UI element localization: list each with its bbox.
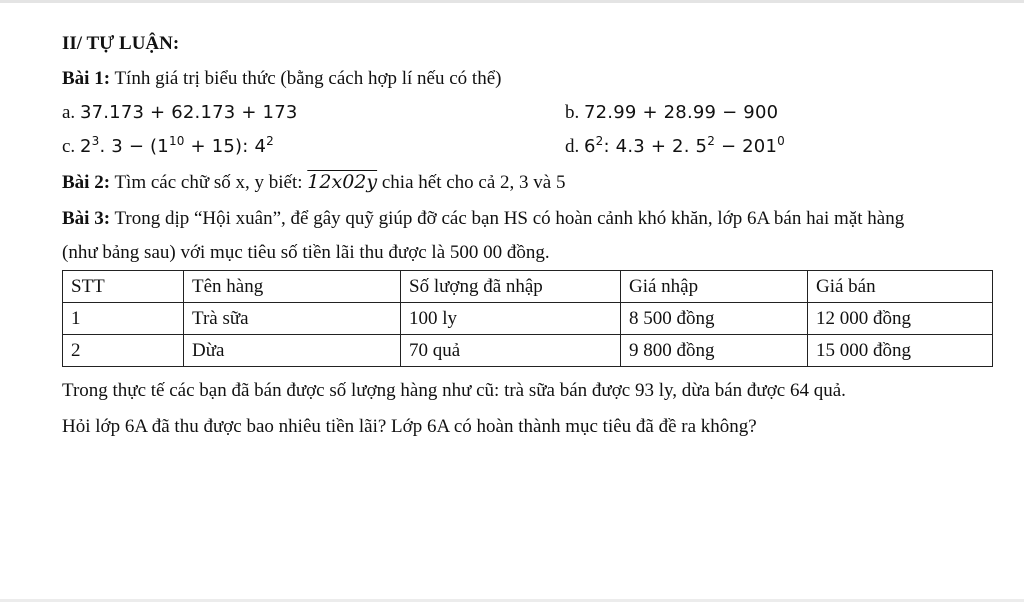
table-cell: Dừa bbox=[184, 335, 401, 367]
table-cell: 12 000 đồng bbox=[808, 303, 993, 335]
item-b-expression: 72.99 + 28.99 − 900 bbox=[584, 102, 779, 123]
bai1-item-d bbox=[565, 135, 785, 159]
bai2-text-before: Tìm các chữ số x, y biết: bbox=[110, 172, 308, 193]
bai3-line1 bbox=[62, 207, 904, 231]
header-gia-ban: Giá bán bbox=[808, 271, 993, 303]
bai3-line2: (như bảng sau) với mục tiêu số tiền lãi thu được là 500 00 đồng. bbox=[62, 242, 550, 263]
item-d-expression: $6^2$: 4.3 + 2. $5^2 - 201^0$ bbox=[584, 134, 785, 157]
item-c-expression: $2^3$. $3 - (1^{10} + 15)$: $4^2$ bbox=[79, 134, 274, 157]
item-c-label: c. bbox=[62, 136, 80, 157]
bai1-label: Bài 1: bbox=[62, 68, 111, 89]
item-b-label: b. bbox=[565, 102, 584, 123]
top-border bbox=[0, 0, 1024, 3]
item-a-label: a. bbox=[62, 102, 80, 123]
table-cell: 1 bbox=[63, 303, 184, 335]
table-cell: Trà sữa bbox=[184, 303, 401, 335]
bai1-item-c bbox=[62, 135, 274, 159]
bai3-after-line1: Trong thực tế các bạn đã bán được số lượng hàng như cũ: trà sữa bán được 93 ly, dừa bán được 64 quả. bbox=[62, 380, 846, 401]
table-cell: 9 800 đồng bbox=[621, 335, 808, 367]
header-ten-hang: Tên hàng bbox=[184, 271, 401, 303]
item-d-label: d. bbox=[565, 136, 584, 157]
table-row bbox=[63, 303, 993, 335]
product-table bbox=[62, 270, 993, 367]
bai1-item-b bbox=[565, 101, 778, 125]
bai1-item-a bbox=[62, 101, 298, 125]
bai3-after-line2: Hỏi lớp 6A đã thu được bao nhiêu tiền lãi? Lớp 6A có hoàn thành mục tiêu đã đề ra không? bbox=[62, 416, 757, 437]
table-row bbox=[63, 335, 993, 367]
table-cell: 70 quả bbox=[401, 335, 621, 367]
item-a-expression: 37.173 + 62.173 + 173 bbox=[79, 102, 298, 123]
table-cell: 100 ly bbox=[401, 303, 621, 335]
bai3-text-line1: Trong dịp “Hội xuân”, để gây quỹ giúp đỡ các bạn HS có hoàn cảnh khó khăn, lớp 6A bán hai mặt hàng bbox=[110, 208, 905, 229]
header-so-luong: Số lượng đã nhập bbox=[401, 271, 621, 303]
bai3-label: Bài 3: bbox=[62, 208, 111, 229]
section-title: II/ TỰ LUẬN: bbox=[62, 33, 180, 54]
bai2-line bbox=[62, 170, 565, 195]
bai2-label: Bài 2: bbox=[62, 172, 111, 193]
header-stt: STT bbox=[63, 271, 184, 303]
table-cell: 8 500 đồng bbox=[621, 303, 808, 335]
bai2-number: 12x02y bbox=[307, 171, 378, 193]
header-gia-nhap: Giá nhập bbox=[621, 271, 808, 303]
bai2-text-after: chia hết cho cả 2, 3 và 5 bbox=[377, 172, 566, 193]
bai1-text: Tính giá trị biểu thức (bằng cách hợp lí nếu có thể) bbox=[110, 68, 502, 89]
table-cell: 2 bbox=[63, 335, 184, 367]
table-cell: 15 000 đồng bbox=[808, 335, 993, 367]
bai1-heading bbox=[62, 67, 501, 91]
table-header-row bbox=[63, 271, 993, 303]
